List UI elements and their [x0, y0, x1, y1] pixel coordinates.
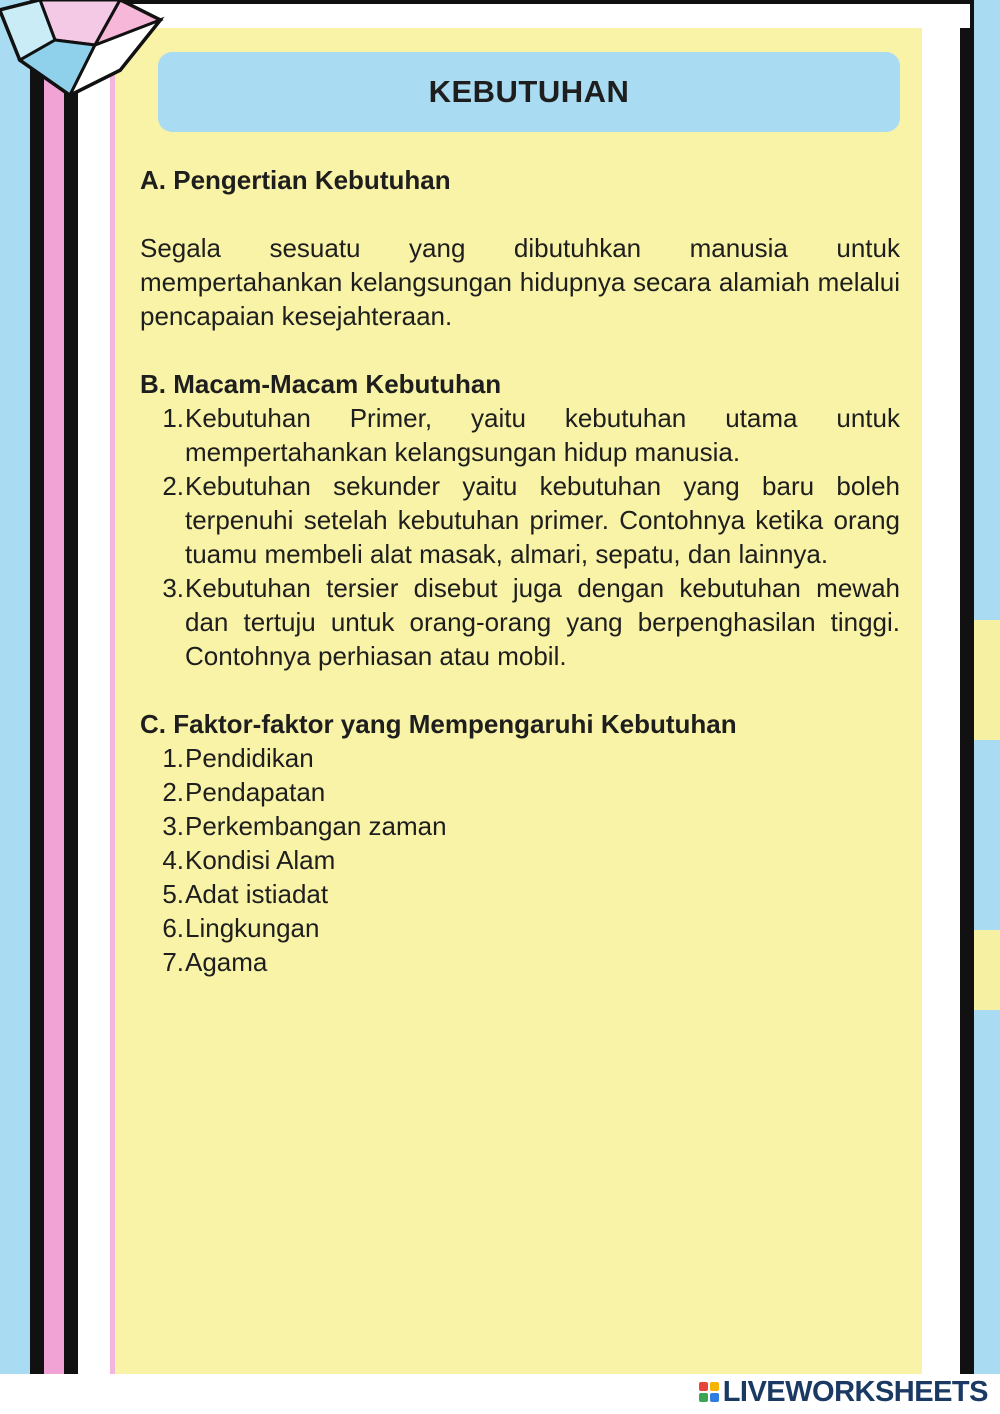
list-item: 3. Kebutuhan tersier disebut juga dengan kebutuhan mewah dan tertuju untuk orang-orang yang berpenghasilan tinggi. Contohnya perhiasan atau mobil.	[162, 573, 900, 671]
worksheet-content	[140, 163, 900, 979]
decor-shape	[974, 930, 1000, 1010]
border-stripe	[30, 0, 44, 1374]
liveworksheets-logo-icon	[699, 1382, 719, 1402]
border-stripe	[960, 0, 974, 1374]
border-stripe	[64, 0, 78, 1374]
border-stripe	[78, 0, 110, 1374]
list-item: 1. Pendidikan	[162, 743, 314, 773]
liveworksheets-logo[interactable]	[699, 1377, 988, 1407]
gem-decoration-icon	[0, 0, 170, 110]
list-item: 4. Kondisi Alam	[162, 845, 336, 875]
section-c-heading: C. Faktor-faktor yang Mempengaruhi Kebutuhan	[140, 709, 737, 739]
factors-list	[140, 741, 900, 979]
list-item: 5. Adat istiadat	[162, 879, 329, 909]
frame-top	[110, 0, 970, 28]
page-title: KEBUTUHAN	[428, 74, 630, 109]
list-item: 2. Kebutuhan sekunder yaitu kebutuhan yang baru boleh terpenuhi setelah kebutuhan primer. Contohnya ketika orang tuamu membeli alat masak, almari, sepatu, dan lainnya.	[162, 471, 900, 569]
list-item: 1. Kebutuhan Primer, yaitu kebutuhan utama untuk mempertahankan kelangsungan hidup manusia.	[162, 403, 900, 467]
section-b-heading: B. Macam-Macam Kebutuhan	[140, 369, 502, 399]
decor-shape	[974, 620, 1000, 740]
section-a-text: Segala sesuatu yang dibutuhkan manusia untuk mempertahankan kelangsungan hidupnya secara alamiah melalui pencapaian kesejahteraan.	[140, 233, 900, 331]
section-a-heading: A. Pengertian Kebutuhan	[140, 165, 451, 195]
title-banner	[158, 52, 900, 132]
list-item: 7. Agama	[162, 947, 268, 977]
list-item: 6. Lingkungan	[162, 913, 320, 943]
border-stripe	[44, 0, 64, 1374]
brand-name: LIVEWORKSHEETS	[722, 1375, 988, 1408]
list-item: 3. Perkembangan zaman	[162, 811, 447, 841]
needs-type-list	[140, 401, 900, 673]
list-item: 2. Pendapatan	[162, 777, 326, 807]
border-stripe	[922, 0, 960, 1374]
